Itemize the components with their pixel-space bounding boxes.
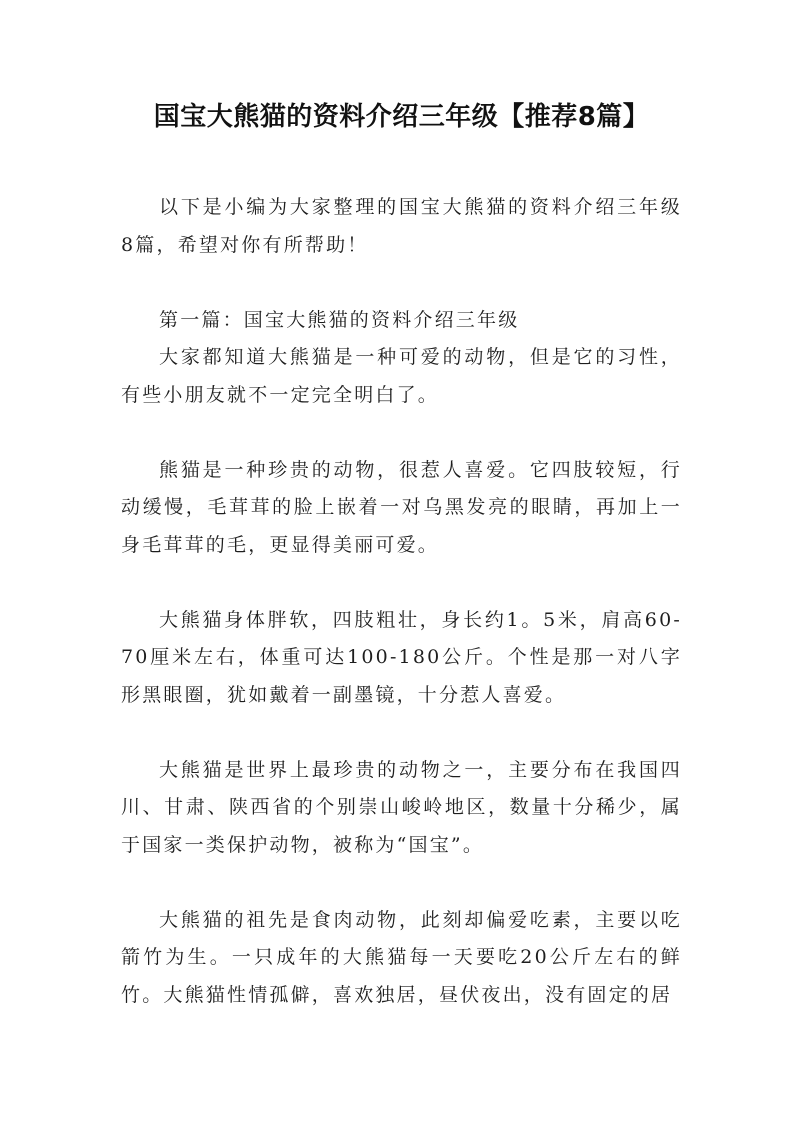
- body-paragraph: 大家都知道大熊猫是一种可爱的动物，但是它的习性，有些小朋友就不一定完全明白了。: [121, 346, 682, 406]
- document-body: [121, 189, 682, 1014]
- section-heading: 第一篇：国宝大熊猫的资料介绍三年级: [159, 308, 520, 331]
- body-paragraph: 熊猫是一种珍贵的动物，很惹人喜爱。它四肢较短，行动缓慢，毛茸茸的脸上嵌着一对乌黑发亮的眼睛，再加上一身毛茸茸的毛，更显得美丽可爱。: [121, 458, 682, 556]
- intro-paragraph: 以下是小编为大家整理的国宝大熊猫的资料介绍三年级8篇，希望对你有所帮助！: [121, 196, 682, 256]
- paragraph-gap: [121, 714, 682, 752]
- document-title: 国宝大熊猫的资料介绍三年级【推荐8篇】: [153, 102, 650, 132]
- paragraph-gap: [121, 564, 682, 602]
- paragraph-gap: [121, 864, 682, 902]
- body-paragraph: 大熊猫的祖先是食肉动物，此刻却偏爱吃素，主要以吃箭竹为生。一只成年的大熊猫每一天要吃20公斤左右的鲜竹。大熊猫性情孤僻，喜欢独居，昼伏夜出，没有固定的居: [121, 908, 682, 1006]
- body-paragraph: 大熊猫身体胖软，四肢粗壮，身长约1。5米，肩高60-70厘米左右，体重可达100-180公斤。个性是那一对八字形黑眼圈，犹如戴着一副墨镜，十分惹人喜爱。: [121, 608, 682, 706]
- body-paragraph: 大熊猫是世界上最珍贵的动物之一，主要分布在我国四川、甘肃、陕西省的个别崇山峻岭地区，数量十分稀少，属于国家一类保护动物，被称为“国宝”。: [121, 758, 682, 856]
- paragraph-gap: [121, 414, 682, 452]
- paragraph-gap: [121, 264, 682, 302]
